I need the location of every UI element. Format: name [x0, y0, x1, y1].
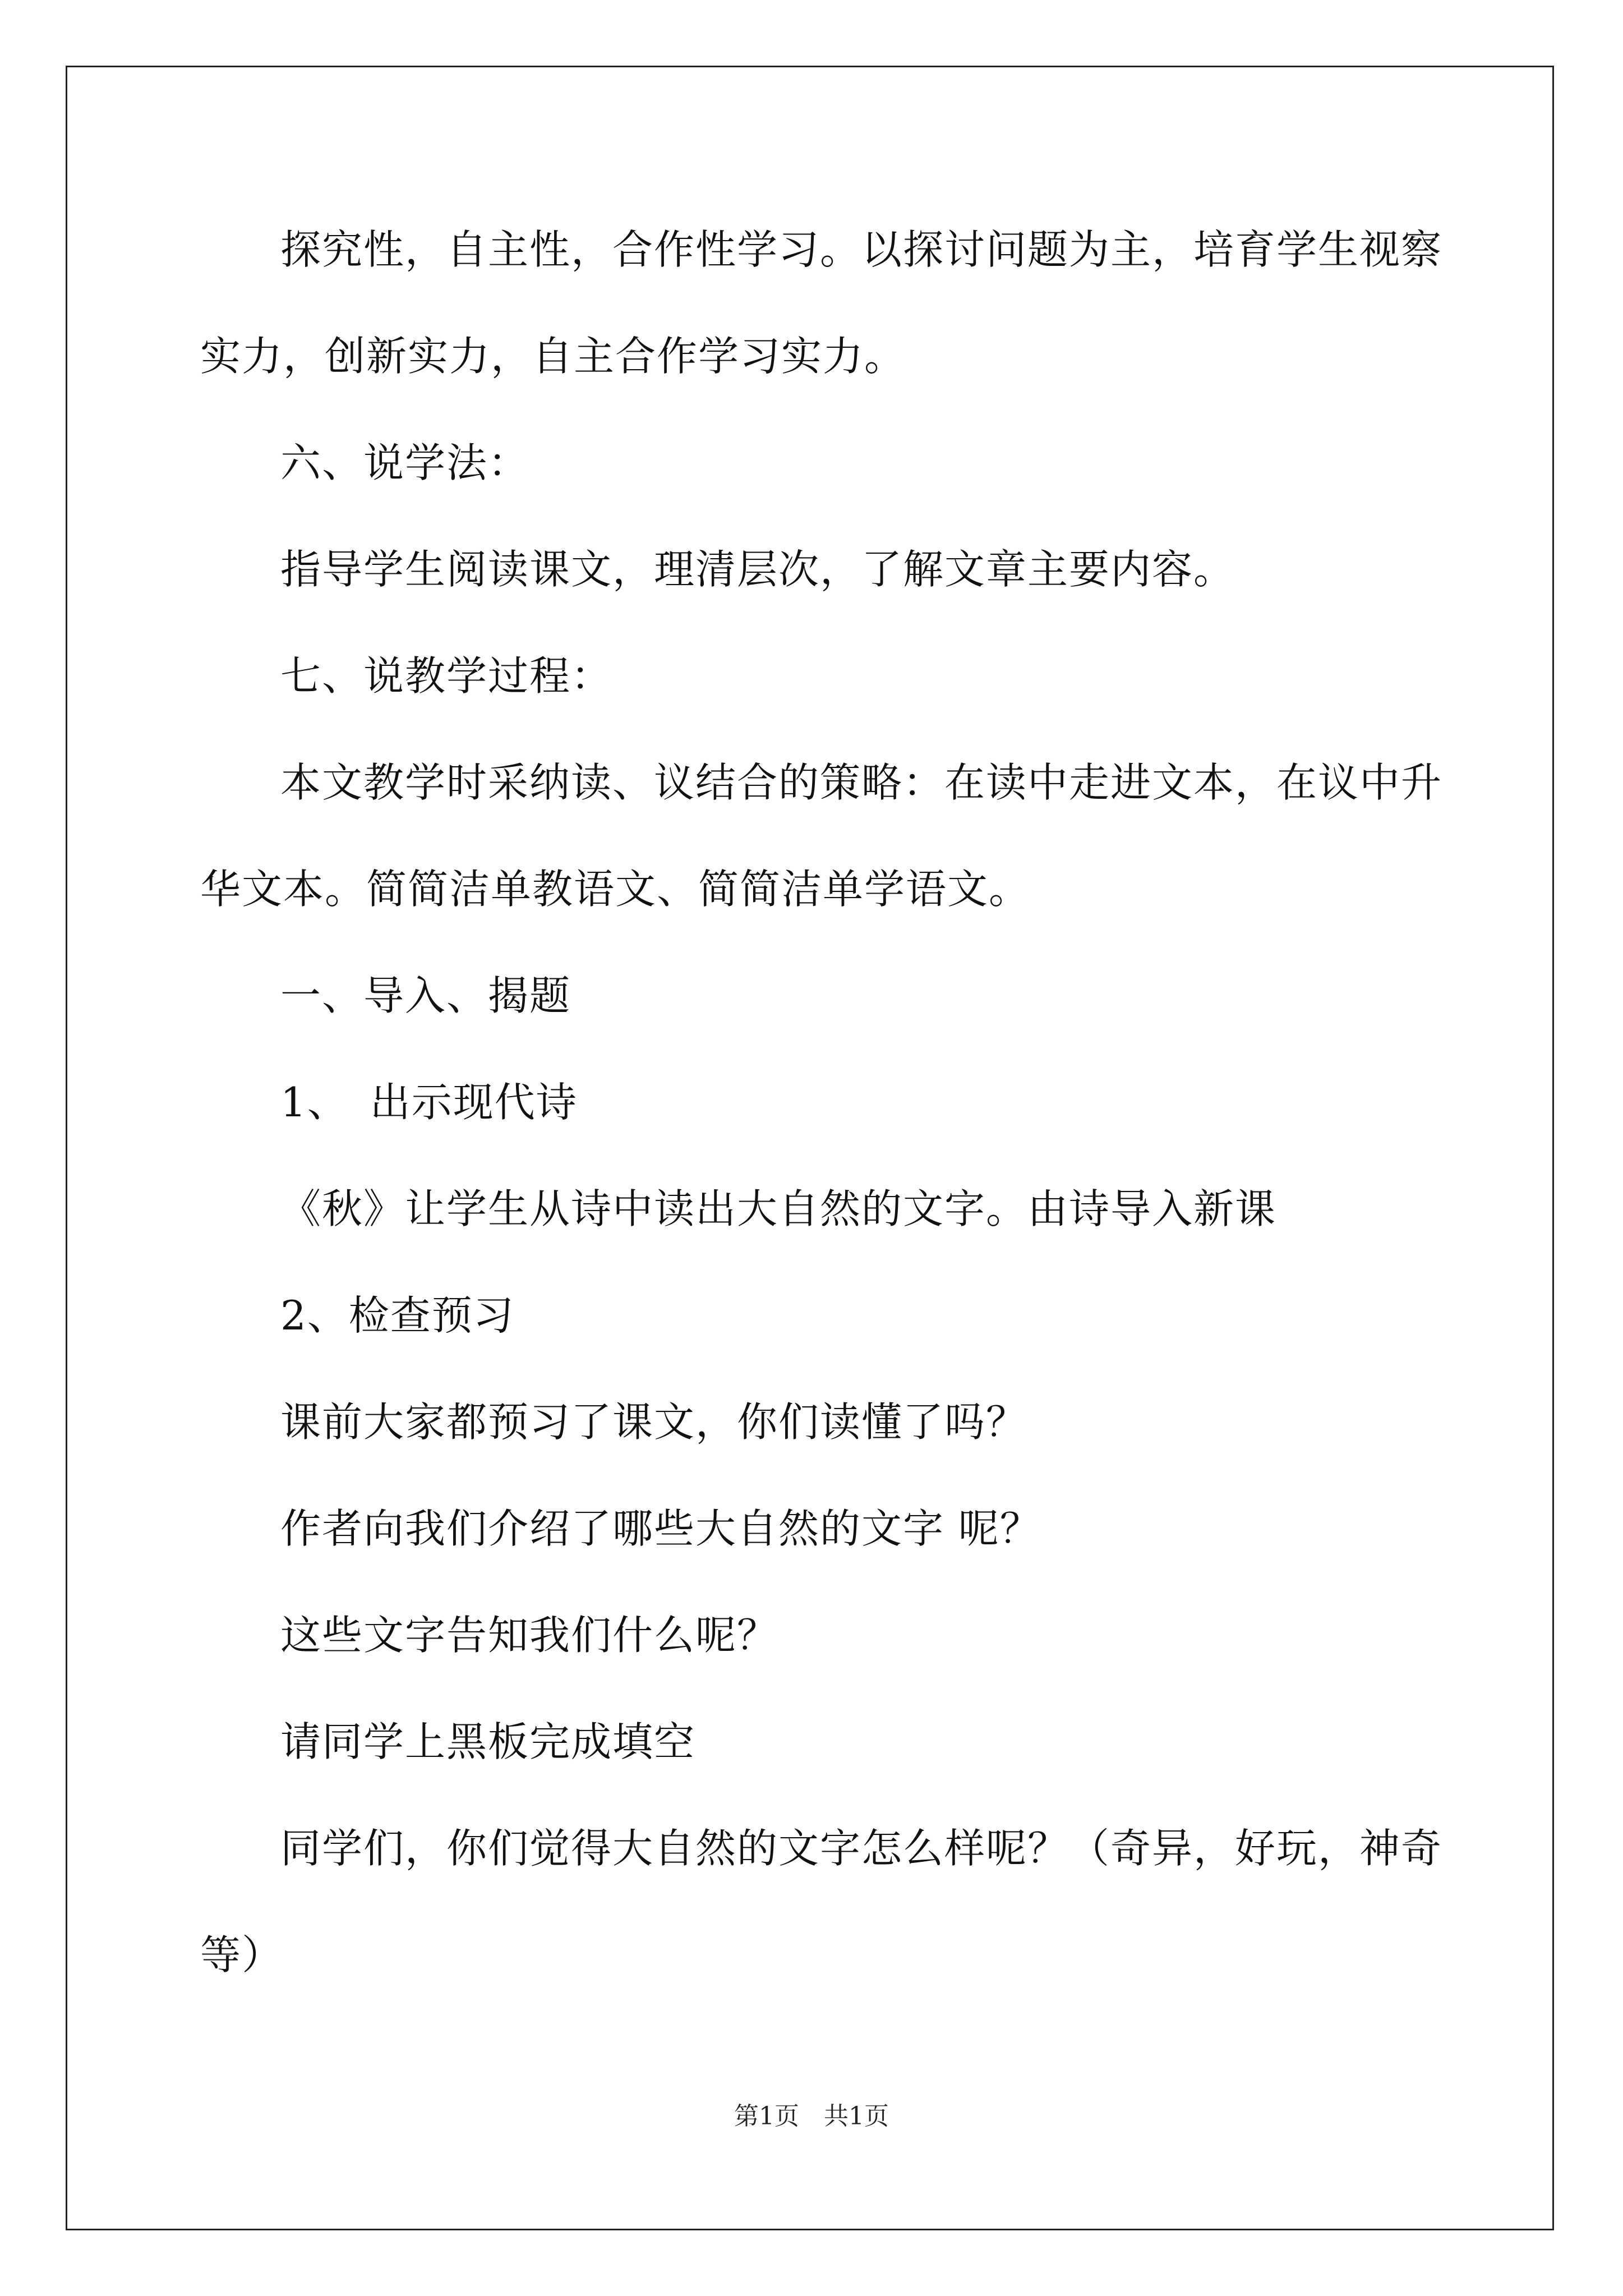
text-line: 探究性，自主性，合作性学习。以探讨问题为主，培育学生视察: [280, 226, 1443, 273]
section-heading: 一、导入、揭题: [280, 972, 571, 1019]
list-item: 1、 出示现代诗: [280, 1079, 578, 1126]
text-line: 《秋》让学生从诗中读出大自然的文字。由诗导入新课: [280, 1185, 1277, 1232]
text-line: 课前大家都预习了课文，你们读懂了吗？: [280, 1398, 1028, 1446]
text-line: 请同学上黑板完成填空: [280, 1718, 696, 1765]
text-line: 同学们，你们觉得大自然的文字怎么样呢？（奇异，好玩，神奇: [280, 1825, 1443, 1872]
text-line: 实力，创新实力，自主合作学习实力。: [200, 333, 906, 380]
text-line: 华文本。简简洁单教语文、简简洁单学语文。: [200, 866, 1031, 913]
text-line: 指导学生阅读课文，理清层次，了解文章主要内容。: [280, 546, 1235, 593]
text-line: 本文教学时采纳读、议结合的策略：在读中走进文本，在议中升: [280, 759, 1443, 806]
page-border: [66, 66, 1554, 2230]
section-heading: 六、说学法：: [280, 439, 530, 486]
text-line: 这些文字告知我们什么呢？: [280, 1612, 779, 1659]
text-line: 等）: [200, 1931, 284, 1978]
page-footer: 第1页 共1页: [734, 2102, 889, 2131]
list-item: 2、检查预习: [280, 1292, 515, 1339]
text-line: 作者向我们介绍了哪些大自然的文字 呢？: [280, 1505, 1041, 1552]
section-heading: 七、说教学过程：: [280, 652, 613, 700]
